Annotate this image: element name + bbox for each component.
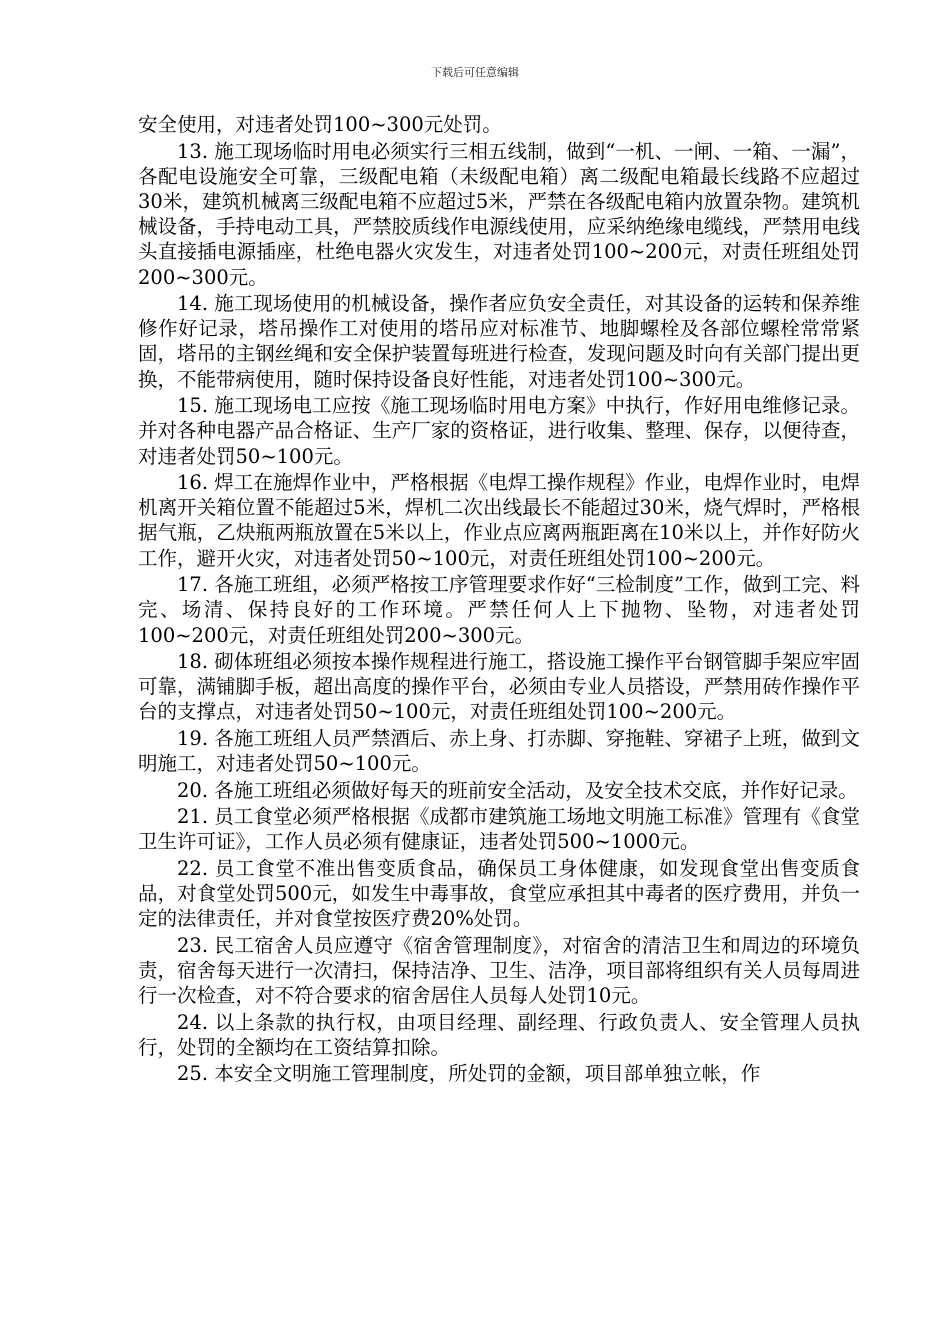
paragraph-item-20: 20. 各施工班组必须做好每天的班前安全活动，及安全技术交底，并作好记录。 [177, 778, 858, 802]
paragraph-item-24: 24. 以上条款的执行权，由项目经理、副经理、行政负责人、安全管理人员执行，处罚的全额均在工资结算扣除。 [138, 1010, 860, 1059]
paragraph-item-22: 22. 员工食堂不准出售变质食品，确保员工身体健康，如发现食堂出售变质食品，对食堂处罚500元，如发生中毒事故，食堂应承担其中毒者的医疗费用，并负一定的法律责任，并对食堂按医疗费20%处罚。 [138, 856, 860, 931]
paragraph-item-17: 17. 各施工班组，必须严格按工序管理要求作好“三检制度”工作，做到工完、料完、场清、保持良好的工作环境。严禁任何人上下抛物、坠物，对违者处罚100~200元，对责任班组处罚200~300元。 [138, 573, 860, 647]
paragraph-item-14: 14. 施工现场使用的机械设备，操作者应负安全责任，对其设备的运转和保养维修作好记录，塔吊操作工对使用的塔吊应对标准节、地脚螺栓及各部位螺栓常常紧固，塔吊的主钢丝绳和安全保护装置每班进行检查，发现问题及时向有关部门提出更换，不能带病使用，随时保持设备良好性能，对违者处罚100~300元。 [138, 292, 860, 391]
paragraph-continuation: 安全使用，对违者处罚100~300元处罚。 [138, 113, 502, 136]
paragraph-item-19: 19. 各施工班组人员严禁酒后、赤上身、打赤脚、穿拖鞋、穿裙子上班，做到文明施工，对违者处罚50~100元。 [138, 726, 860, 776]
paragraph-item-13: 13. 施工现场临时用电必须实行三相五线制，做到“一机、一闸、一箱、一漏”，各配电设施安全可靠，三级配电箱（未级配电箱）离二级配电箱最长线路不应超过30米，建筑机械离三级配电箱不应超过5米，严禁在各级配电箱内放置杂物。建筑机械设备，手持电动工具，严禁胶质线作电源线使用，应采纳绝缘电缆线，严禁用电线头直接插电源插座，杜绝电器火灾发生，对违者处罚100~200元，对责任班组处罚200~300元。 [138, 139, 860, 289]
paragraph-item-23: 23. 民工宿舍人员应遵守《宿舍管理制度》，对宿舍的清洁卫生和周边的环境负责，宿舍每天进行一次清扫，保持洁净、卫生、洁净，项目部将组织有关人员每周进行一次检查，对不符合要求的宿舍居住人员每人处罚10元。 [138, 933, 860, 1008]
paragraph-item-18: 18. 砌体班组必须按本操作规程进行施工，搭设施工操作平台钢管脚手架应牢固可靠，满铺脚手板，超出高度的操作平台，必须由专业人员搭设，严禁用砖作操作平台的支撑点，对违者处罚50~100元，对责任班组处罚100~200元。 [138, 650, 860, 724]
paragraph-item-15: 15. 施工现场电工应按《施工现场临时用电方案》中执行，作好用电维修记录。并对各种电器产品合格证、生产厂家的资格证，进行收集、整理、保存，以便待查，对违者处罚50~100元。 [138, 394, 860, 468]
paragraph-item-25: 25. 本安全文明施工管理制度，所处罚的金额，项目部单独立帐，作 [177, 1062, 761, 1086]
page-header-note: 下载后可任意编辑 [431, 66, 519, 79]
paragraph-item-21: 21. 员工食堂必须严格根据《成都市建筑施工场地文明施工标准》管理有《食堂卫生许可证》，工作人员必须有健康证，违者处罚500~1000元。 [138, 805, 860, 854]
document-body [138, 112, 860, 1088]
paragraph-item-16: 16. 焊工在施焊作业中，严格根据《电焊工操作规程》作业，电焊作业时，电焊机离开关箱位置不能超过5米，焊机二次出线最长不能超过30米，烧气焊时，严格根据气瓶，乙炔瓶两瓶放置在5米以上，作业点应离两瓶距离在10米以上，并作好防火工作，避开火灾，对违者处罚50~100元，对责任班组处罚100~200元。 [138, 471, 860, 570]
